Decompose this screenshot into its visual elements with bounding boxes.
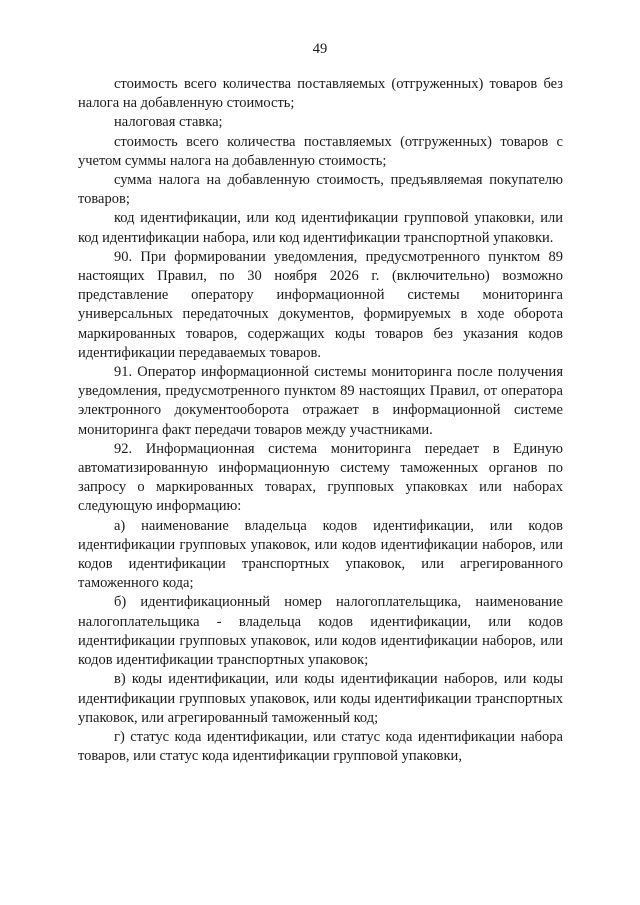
list-item-g: г) статус кода идентификации, или статус кода идентификации набора товаров, или статус кода идентификации групповой упаковки,	[78, 728, 563, 765]
paragraph-tax-rate: налоговая ставка;	[114, 114, 223, 131]
paragraph-clause-92: 92. Информационная система мониторинга передает в Единую автоматизированную информационную систему таможенных органов по запросу о маркированных товарах, групповых упаковках или наборах следующую информацию:	[78, 440, 563, 515]
paragraph-vat-excluded-cost: стоимость всего количества поставляемых (отгруженных) товаров без налога на добавленную стоимость;	[78, 76, 563, 112]
paragraph-clause-90: 90. При формировании уведомления, предусмотренного пунктом 89 настоящих Правил, по 30 ноября 2026 г. (включительно) возможно представление оператору информационной системы мониторинга универсальных передаточных документов, формируемых в ходе оборота маркированных товаров, содержащих коды товаров без указания кодов идентификации передаваемых товаров.	[78, 248, 563, 361]
document-body	[78, 75, 563, 766]
paragraph-vat-amount: сумма налога на добавленную стоимость, предъявляемая покупателю товаров;	[78, 172, 563, 208]
paragraph-clause-91: 91. Оператор информационной системы мониторинга после получения уведомления, предусмотренного пунктом 89 настоящих Правил, от оператора электронного документооборота отражает в информационной системе мониторинга факт передачи товаров между участниками.	[78, 364, 563, 438]
page-number: 49	[312, 41, 328, 57]
list-item-b: б) идентификационный номер налогоплательщика, наименование налогоплательщика - владельца кодов идентификации, или кодов идентификации групповых упаковок, или кодов идентификации наборов, или кодов идентификации транспортных упаковок;	[78, 594, 563, 669]
paragraph-identification-code: код идентификации, или код идентификации групповой упаковки, или код идентификации набора, или код идентификации транспортной упаковки.	[78, 210, 563, 246]
paragraph-vat-included-cost: стоимость всего количества поставляемых (отгруженных) товаров с учетом суммы налога на добавленную стоимость;	[78, 133, 563, 169]
list-item-a: а) наименование владельца кодов идентификации, или кодов идентификации групповых упаковок, или кодов идентификации наборов, или кодов идентификации транспортных упаковок, или агрегированного таможенного кода;	[78, 517, 563, 592]
list-item-v: в) коды идентификации, или коды идентификации наборов, или коды идентификации групповых упаковок, или коды идентификации транспортных упаковок, или агрегированный таможенный код;	[78, 671, 563, 726]
